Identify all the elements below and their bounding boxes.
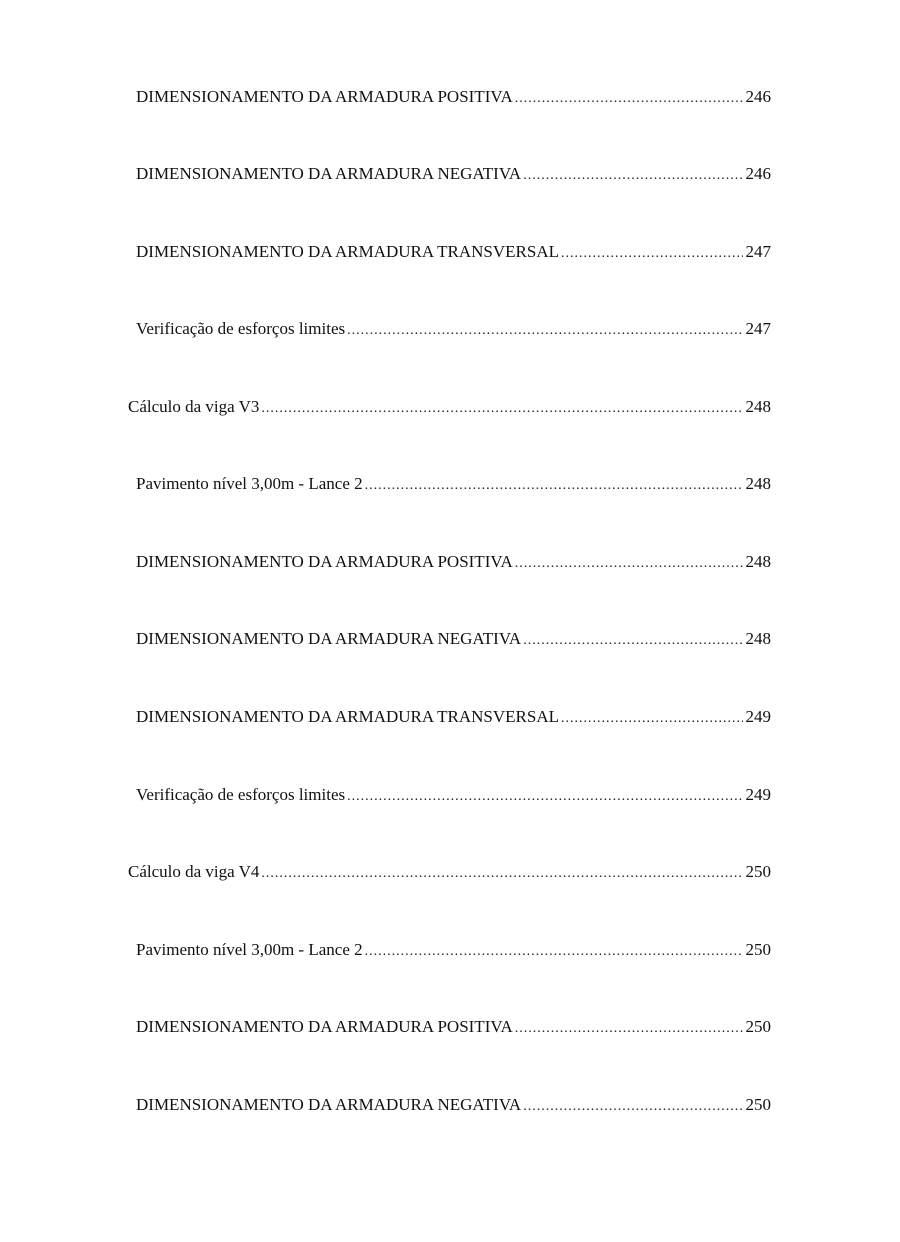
toc-dot-leader [261,863,742,885]
toc-entry-title: Cálculo da viga V4 [128,862,260,881]
toc-entry-title: DIMENSIONAMENTO DA ARMADURA NEGATIVA [136,1095,522,1114]
toc-entry-title: DIMENSIONAMENTO DA ARMADURA NEGATIVA [136,629,522,648]
toc-entry-page: 249 [745,707,771,726]
toc-entry[interactable] [128,861,771,885]
toc-dot-leader [515,1018,743,1040]
toc-entry-page: 250 [745,1095,771,1114]
toc-dot-leader [523,165,742,187]
toc-dot-leader [365,941,743,963]
toc-dot-leader [515,88,743,110]
toc-dot-leader [261,398,742,420]
toc-entry[interactable] [136,706,771,730]
toc-dot-leader [347,786,742,808]
toc-entry[interactable] [136,1094,771,1118]
toc-entry[interactable] [136,628,771,652]
toc-dot-leader [347,320,742,342]
toc-entry-title: DIMENSIONAMENTO DA ARMADURA POSITIVA [136,1017,513,1036]
toc-entry[interactable] [136,86,771,110]
toc-entry[interactable] [136,551,771,575]
toc-entry[interactable] [136,473,771,497]
toc-entry-page: 250 [745,940,771,959]
toc-entry-page: 248 [745,552,771,571]
toc-entry-page: 250 [745,1017,771,1036]
toc-entry-page: 247 [745,242,771,261]
toc-dot-leader [515,553,743,575]
toc-entry-title: DIMENSIONAMENTO DA ARMADURA TRANSVERSAL [136,242,559,261]
toc-entry-title: Pavimento nível 3,00m - Lance 2 [136,474,363,493]
toc-entry-page: 247 [745,319,771,338]
toc-entry-page: 246 [745,164,771,183]
toc-entry-title: DIMENSIONAMENTO DA ARMADURA NEGATIVA [136,164,522,183]
toc-entry[interactable] [136,318,771,342]
toc-entry-title: DIMENSIONAMENTO DA ARMADURA TRANSVERSAL [136,707,559,726]
toc-entry-title: DIMENSIONAMENTO DA ARMADURA POSITIVA [136,552,513,571]
toc-entry-page: 248 [745,474,771,493]
toc-entry[interactable] [136,939,771,963]
toc-entry-page: 250 [745,862,771,881]
toc-dot-leader [523,630,742,652]
toc-entry-page: 246 [745,87,771,106]
toc-entry-title: DIMENSIONAMENTO DA ARMADURA POSITIVA [136,87,513,106]
toc-entry[interactable] [128,396,771,420]
toc-entry[interactable] [136,241,771,265]
toc-entry-title: Verificação de esforços limites [136,319,346,338]
toc-entry-page: 249 [745,785,771,804]
toc-entry-page: 248 [745,397,771,416]
toc-dot-leader [561,708,743,730]
toc-entry-title: Verificação de esforços limites [136,785,346,804]
toc-entry[interactable] [136,163,771,187]
toc-entry-title: Pavimento nível 3,00m - Lance 2 [136,940,363,959]
toc-dot-leader [523,1096,742,1118]
toc-entry-title: Cálculo da viga V3 [128,397,260,416]
toc-dot-leader [561,243,743,265]
toc-entry[interactable] [136,784,771,808]
toc-entry-page: 248 [745,629,771,648]
toc-dot-leader [365,475,743,497]
toc-entry[interactable] [136,1016,771,1040]
